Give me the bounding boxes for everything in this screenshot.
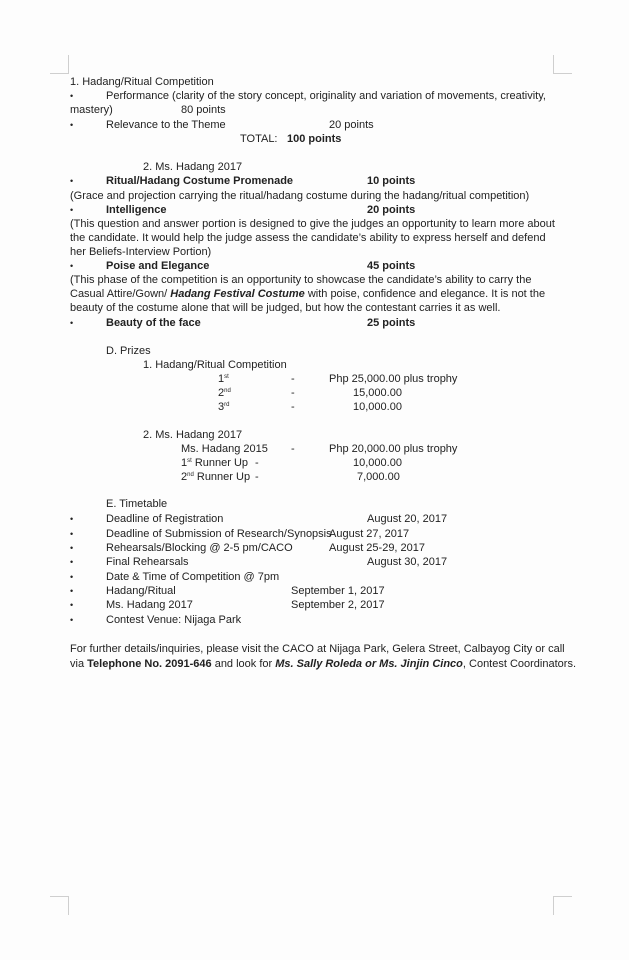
- timetable-label: Hadang/Ritual: [106, 585, 176, 597]
- bullet-icon: •: [70, 514, 74, 524]
- relevance-points: 20 points: [329, 119, 374, 131]
- ms-hadang-heading: 2. Ms. Hadang 2017: [143, 161, 243, 173]
- intelligence-description-3: her Beliefs-Interview Portion): [70, 246, 212, 258]
- crop-mark-top-right: [553, 55, 572, 74]
- costume-criterion: Ritual/Hadang Costume Promenade: [106, 175, 294, 187]
- timetable-date: September 2, 2017: [291, 599, 385, 611]
- bullet-icon: •: [70, 176, 74, 186]
- beauty-criterion: Beauty of the face: [106, 317, 201, 329]
- bullet-icon: •: [70, 205, 74, 215]
- crop-mark-top-left: [50, 55, 69, 74]
- poise-criterion: Poise and Elegance: [106, 260, 210, 272]
- bullet-icon: •: [70, 261, 74, 271]
- timetable-label: Date & Time of Competition @ 7pm: [106, 571, 280, 583]
- beauty-points: 25 points: [367, 317, 416, 329]
- costume-description: (Grace and projection carrying the ritual/hadang costume during the hadang/ritual competition): [70, 190, 530, 202]
- poise-description-1: (This phase of the competition is an opportunity to showcase the candidate’s ability to carry the: [70, 274, 532, 286]
- intelligence-description-2: the candidate. It would help the judge assess the candidate’s ability to express herself and defend: [70, 232, 546, 244]
- bullet-icon: •: [70, 543, 74, 553]
- hadang-prizes-heading: 1. Hadang/Ritual Competition: [143, 359, 287, 371]
- timetable-label: Contest Venue: Nijaga Park: [106, 614, 242, 626]
- poise-description-3: beauty of the costume alone that will be judged, but how the contestant carries it as well.: [70, 302, 501, 314]
- costume-points: 10 points: [367, 175, 416, 187]
- bullet-icon: •: [70, 529, 74, 539]
- prize-amount: 10,000.00: [353, 401, 402, 413]
- timetable-label: Deadline of Registration: [106, 513, 224, 525]
- total-value: 100 points: [287, 133, 342, 145]
- bullet-icon: •: [70, 120, 74, 130]
- timetable-date: August 25-29, 2017: [329, 542, 426, 554]
- poise-points: 45 points: [367, 260, 416, 272]
- prize-title: 1st Runner Up: [181, 457, 249, 469]
- intelligence-description-1: (This question and answer portion is designed to give the judges an opportunity to learn more about: [70, 218, 555, 230]
- crop-mark-bottom-left: [50, 896, 69, 915]
- timetable-date: August 27, 2017: [329, 528, 410, 540]
- performance-points: 80 points: [181, 104, 226, 116]
- contact-line-2: via Telephone No. 2091-646 and look for Ms. Sally Roleda or Ms. Jinjin Cinco, Contest Coordinators.: [70, 658, 577, 670]
- prize-dash: -: [291, 387, 295, 399]
- prize-dash: -: [255, 457, 259, 469]
- bullet-icon: •: [70, 615, 74, 625]
- prize-amount: Php 20,000.00 plus trophy: [329, 443, 458, 455]
- bullet-icon: •: [70, 318, 74, 328]
- bullet-icon: •: [70, 586, 74, 596]
- timetable-label: Rehearsals/Blocking @ 2-5 pm/CACO: [106, 542, 293, 554]
- timetable-label: Deadline of Submission of Research/Synopsis: [106, 528, 332, 540]
- intelligence-points: 20 points: [367, 204, 416, 216]
- bullet-icon: •: [70, 91, 74, 101]
- relevance-criterion: Relevance to the Theme: [106, 119, 226, 131]
- timetable-date: September 1, 2017: [291, 585, 385, 597]
- poise-description-2: Casual Attire/Gown/ Hadang Festival Costume with poise, confidence and elegance. It is not the: [70, 288, 546, 300]
- prize-amount: 10,000.00: [353, 457, 402, 469]
- timetable-heading: E. Timetable: [106, 498, 168, 510]
- performance-criterion-cont: mastery): [70, 104, 113, 116]
- coordinator-names: Ms. Sally Roleda or Ms. Jinjin Cinco: [275, 658, 463, 670]
- prize-amount: Php 25,000.00 plus trophy: [329, 373, 458, 385]
- bullet-icon: •: [70, 600, 74, 610]
- telephone-number: Telephone No. 2091-646: [87, 658, 212, 670]
- timetable-label: Ms. Hadang 2017: [106, 599, 193, 611]
- hadang-heading: 1. Hadang/Ritual Competition: [70, 76, 214, 88]
- bullet-icon: •: [70, 557, 74, 567]
- prize-dash: -: [255, 471, 259, 483]
- prize-title: Ms. Hadang 2015: [181, 443, 268, 455]
- prize-dash: -: [291, 373, 295, 385]
- prize-amount: 7,000.00: [357, 471, 400, 483]
- total-label: TOTAL:: [240, 133, 278, 145]
- prize-place: 1st: [218, 373, 229, 385]
- prize-title: 2nd Runner Up: [181, 471, 251, 483]
- timetable-date: August 30, 2017: [367, 556, 448, 568]
- performance-criterion: Performance (clarity of the story concept, originality and variation of movements, creativity,: [106, 90, 546, 102]
- bullet-icon: •: [70, 572, 74, 582]
- prize-place: 2nd: [218, 387, 231, 399]
- prizes-heading: D. Prizes: [106, 345, 151, 357]
- prize-amount: 15,000.00: [353, 387, 402, 399]
- contact-line-1: For further details/inquiries, please visit the CACO at Nijaga Park, Gelera Street, Calbayog City or call: [70, 643, 565, 655]
- timetable-date: August 20, 2017: [367, 513, 448, 525]
- intelligence-criterion: Intelligence: [106, 204, 167, 216]
- prize-dash: -: [291, 443, 295, 455]
- prize-dash: -: [291, 401, 295, 413]
- ms-prizes-heading: 2. Ms. Hadang 2017: [143, 429, 243, 441]
- prize-place: 3rd: [218, 401, 230, 413]
- timetable-label: Final Rehearsals: [106, 556, 189, 568]
- crop-mark-bottom-right: [553, 896, 572, 915]
